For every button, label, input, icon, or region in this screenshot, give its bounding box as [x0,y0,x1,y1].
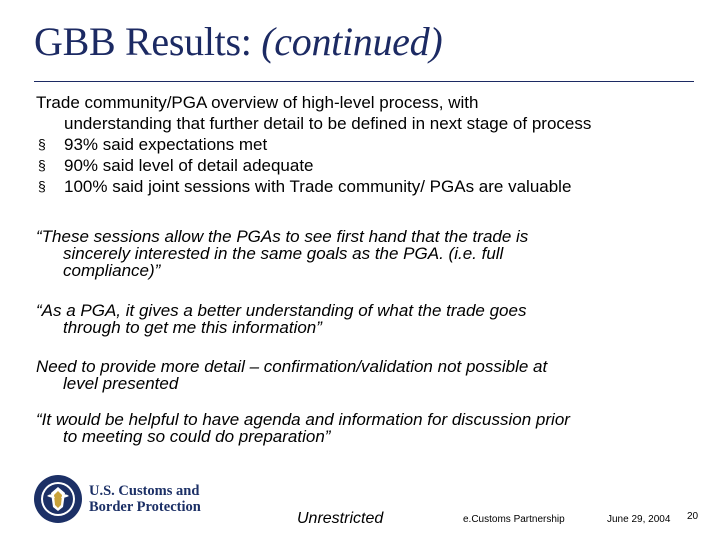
cbp-logo [33,474,201,524]
quote-line: sincerely interested in the same goals as the PGA. (i.e. full [63,244,504,263]
logo-line-1: U.S. Customs and [89,483,200,499]
quote-3 [36,358,696,392]
quote-line: Need to provide more detail – confirmation/validation not possible at [36,357,548,376]
list-item [36,155,696,176]
quote-line: level presented [63,374,179,393]
quote-4 [36,411,696,445]
quote-line: “These sessions allow the PGAs to see first hand that the trade is [36,227,529,246]
slide-title [34,18,442,65]
list-item [36,176,696,197]
intro-block [36,92,696,197]
bullet-text: 93% said expectations met [64,135,268,154]
quote-line: through to get me this information” [63,318,322,337]
bullet-list [36,134,696,197]
bullet-marker: § [38,157,46,173]
title-main: GBB Results: [34,19,252,64]
intro-line-2: understanding that further detail to be defined in next stage of process [64,114,592,133]
logo-line-2: Border Protection [89,499,201,515]
bullet-marker: § [38,136,46,152]
page-number: 20 [687,511,699,522]
dhs-seal-icon [33,474,83,524]
intro-line-1: Trade community/PGA overview of high-level process, with [36,93,479,112]
quote-2 [36,302,696,336]
footer-partnership: e.Customs Partnership [463,514,565,525]
quote-line: to meeting so could do preparation” [63,427,331,446]
quote-line: compliance)” [63,261,161,280]
footer-date: June 29, 2004 [607,514,671,525]
quote-1 [36,228,696,279]
title-italic: (continued) [261,19,443,64]
quote-line: “As a PGA, it gives a better understanding of what the trade goes [36,301,527,320]
list-item [36,134,696,155]
bullet-text: 90% said level of detail adequate [64,156,314,175]
bullet-text: 100% said joint sessions with Trade community/ PGAs are valuable [64,177,572,196]
quote-line: “It would be helpful to have agenda and information for discussion prior [36,410,570,429]
footer-classification: Unrestricted [297,510,384,527]
bullet-marker: § [38,178,46,194]
logo-wordmark [89,483,201,515]
title-divider [34,81,694,82]
